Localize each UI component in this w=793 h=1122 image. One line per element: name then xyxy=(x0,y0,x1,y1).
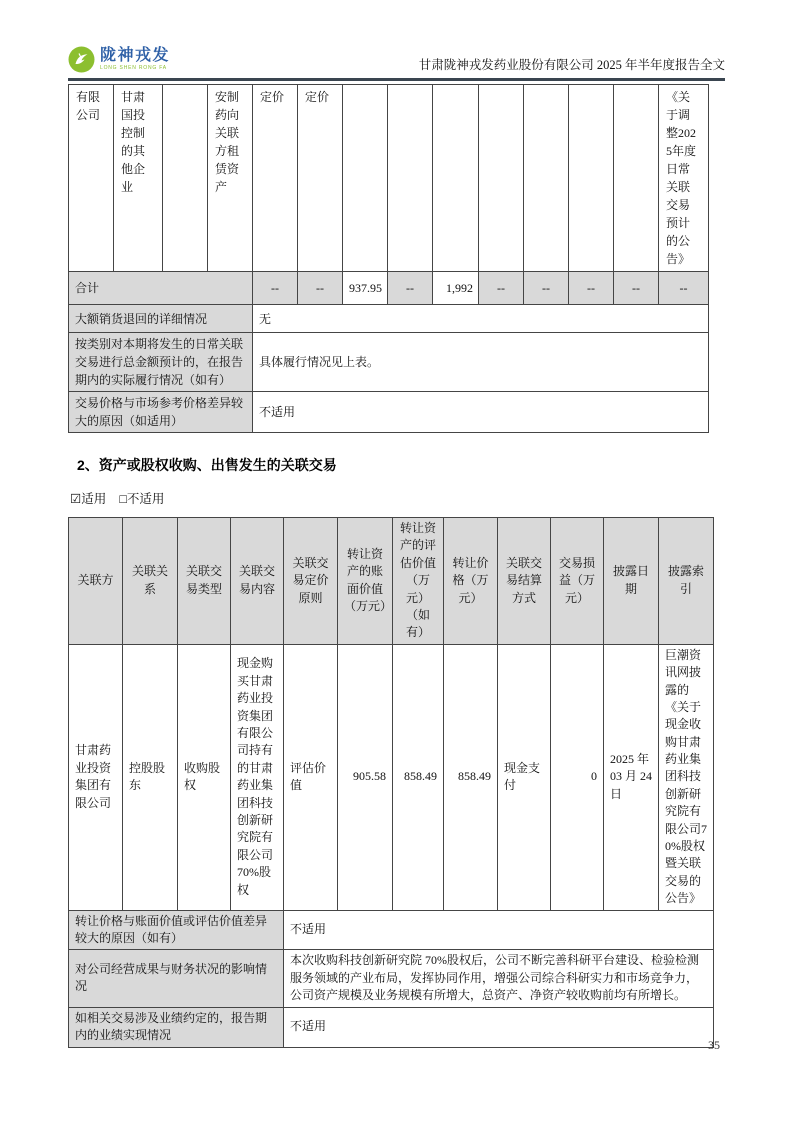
column-header: 关联方 xyxy=(69,518,123,645)
table-cell: 1,992 xyxy=(433,272,479,305)
note-value: 具体履行情况见上表。 xyxy=(253,333,709,392)
table-cell: 有限公司 xyxy=(69,85,114,272)
table-cell: 定价 xyxy=(298,85,343,272)
table-cell: 控股股东 xyxy=(123,644,178,910)
section-heading: 2、资产或股权收购、出售发生的关联交易 xyxy=(77,457,337,473)
table-cell: 定价 xyxy=(253,85,298,272)
table-cell: 905.58 xyxy=(338,644,393,910)
table-row-total xyxy=(69,272,709,305)
column-header: 交易损益（万元） xyxy=(551,518,604,645)
table-cell: 937.95 xyxy=(343,272,388,305)
logo-text xyxy=(100,48,170,71)
note-label: 大额销货退回的详细情况 xyxy=(69,305,253,333)
table-cell xyxy=(524,85,569,272)
note-value: 不适用 xyxy=(253,392,709,433)
table-cell: 858.49 xyxy=(393,644,444,910)
table-cell: 现金支付 xyxy=(498,644,551,910)
not-applicable-checkbox: □不适用 xyxy=(119,492,165,506)
column-header: 转让资产的评估价值（万元）（如有） xyxy=(393,518,444,645)
company-logo xyxy=(68,46,170,73)
table-cell xyxy=(479,85,524,272)
table-cell: 858.49 xyxy=(444,644,498,910)
column-header: 转让资产的账面价值（万元） xyxy=(338,518,393,645)
table-cell: 收购股权 xyxy=(178,644,231,910)
table-cell xyxy=(614,85,659,272)
table-cell: 《关于调整2025年度日常关联交易预计的公告》 xyxy=(659,85,709,272)
column-header: 转让价格（万元） xyxy=(444,518,498,645)
applicable-checkbox-checked: ☑适用 xyxy=(70,492,107,506)
table-cell: 现金购买甘肃药业投资集团有限公司持有的甘肃药业集团科技创新研究院有限公司70%股权 xyxy=(231,644,284,910)
note-label: 对公司经营成果与财务状况的影响情况 xyxy=(69,950,284,1007)
column-header: 披露日期 xyxy=(604,518,659,645)
table-cell: 巨潮资讯网披露的《关于现金收购甘肃药业集团科技创新研究院有限公司70%股权暨关联交易的公告》 xyxy=(659,644,714,910)
table-row-carryover xyxy=(69,85,709,272)
table-cell: -- xyxy=(388,272,433,305)
logo-brand-cn: 陇神戎发 xyxy=(100,47,171,65)
note-label: 转让价格与账面价值或评估价值差异较大的原因（如有） xyxy=(69,910,284,950)
note-row xyxy=(69,333,709,392)
equity-acquisition-table xyxy=(68,517,714,1048)
applicability-line xyxy=(70,489,725,507)
note-value: 本次收购科技创新研究院 70%股权后，公司不断完善科研平台建设、检验检测服务领域的产业布局，发挥协同作用，增强公司综合科研实力和市场竞争力，公司资产规模及业务规模有所增大，总资产、净资产较收购前均有所增长。 xyxy=(284,950,714,1007)
table-cell xyxy=(433,85,479,272)
logo-icon xyxy=(68,46,95,73)
column-header: 关联交易类型 xyxy=(178,518,231,645)
note-value: 无 xyxy=(253,305,709,333)
table-cell: -- xyxy=(569,272,614,305)
column-header: 关联交易结算方式 xyxy=(498,518,551,645)
note-label: 交易价格与市场参考价格差异较大的原因（如适用） xyxy=(69,392,253,433)
table-cell xyxy=(388,85,433,272)
page-header xyxy=(68,0,725,81)
table-cell: -- xyxy=(253,272,298,305)
table-row xyxy=(69,644,714,910)
note-value: 不适用 xyxy=(284,910,714,950)
table-cell: -- xyxy=(659,272,709,305)
note-row xyxy=(69,305,709,333)
table-cell: -- xyxy=(614,272,659,305)
table-cell: -- xyxy=(479,272,524,305)
table-cell xyxy=(343,85,388,272)
table-cell: 甘肃药业投资集团有限公司 xyxy=(69,644,123,910)
table-cell: 安制药向关联方租赁资产 xyxy=(208,85,253,272)
table-cell: -- xyxy=(524,272,569,305)
column-header: 披露索引 xyxy=(659,518,714,645)
total-label-cell: 合计 xyxy=(69,272,253,305)
column-header: 关联关系 xyxy=(123,518,178,645)
table-cell: 2025 年 03 月 24 日 xyxy=(604,644,659,910)
table-cell: 0 xyxy=(551,644,604,910)
column-header: 关联交易内容 xyxy=(231,518,284,645)
note-row xyxy=(69,950,714,1007)
page-number: 35 xyxy=(708,1038,720,1052)
note-row xyxy=(69,392,709,433)
column-header: 关联交易定价原则 xyxy=(284,518,338,645)
table-cell: 评估价值 xyxy=(284,644,338,910)
table-cell: 甘肃国投控制的其他企业 xyxy=(114,85,163,272)
note-row xyxy=(69,910,714,950)
table-cell: -- xyxy=(298,272,343,305)
note-label: 如相关交易涉及业绩约定的，报告期内的业绩实现情况 xyxy=(69,1007,284,1047)
note-label: 按类别对本期将发生的日常关联交易进行总金额预计的，在报告期内的实际履行情况（如有） xyxy=(69,333,253,392)
note-value: 不适用 xyxy=(284,1007,714,1047)
daily-related-transactions-table xyxy=(68,84,709,433)
document-title: 甘肃陇神戎发药业股份有限公司 2025 年半年度报告全文 xyxy=(418,58,725,72)
table-cell xyxy=(569,85,614,272)
table-cell xyxy=(163,85,208,272)
note-row xyxy=(69,1007,714,1047)
table-header-row xyxy=(69,518,714,645)
logo-brand-en: LONG SHEN RONG FA xyxy=(100,64,167,71)
